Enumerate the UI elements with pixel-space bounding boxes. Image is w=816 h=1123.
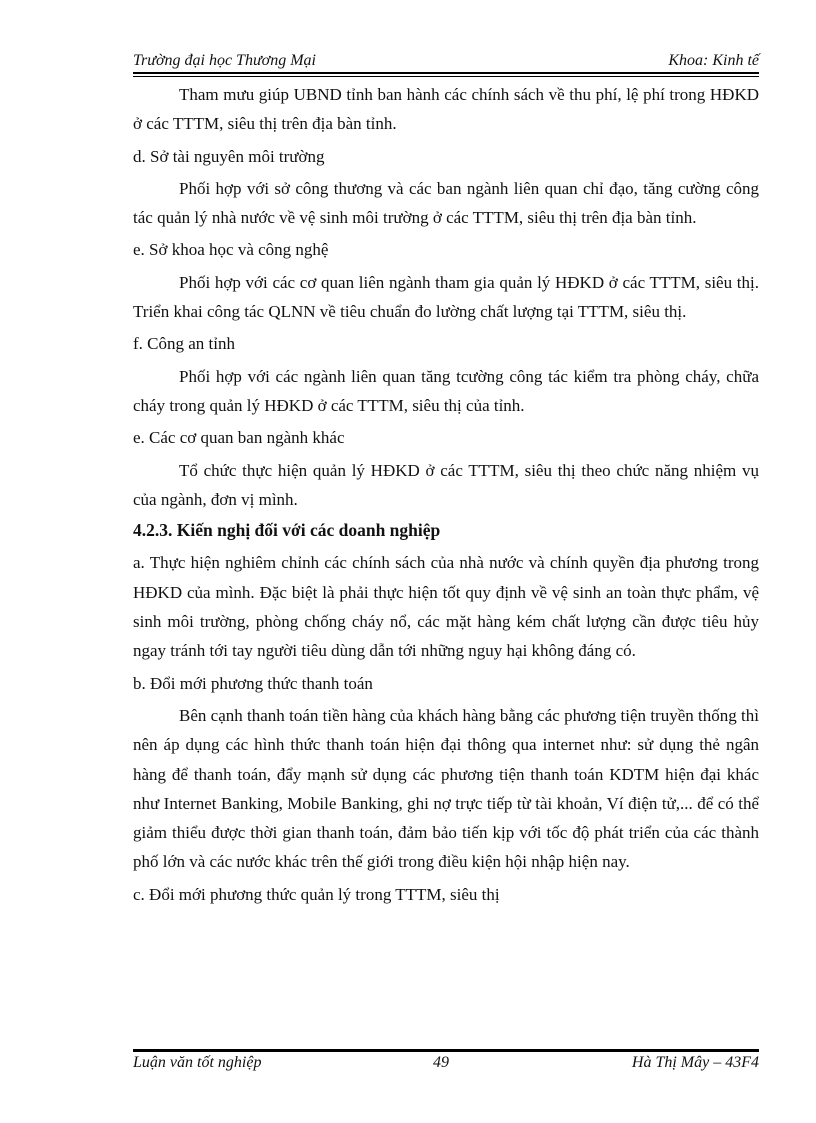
item-e2-text: Tổ chức thực hiện quản lý HĐKD ở các TTTM, siêu thị theo chức năng nhiệm vụ của ngành, đơn vị mình. [133, 460, 759, 509]
paragraph-fee-policy: Tham mưu giúp UBND tỉnh ban hành các chính sách về thu phí, lệ phí trong HĐKD ở các TTTM, siêu thị trên địa bàn tỉnh. [133, 85, 759, 134]
page-footer [133, 1054, 759, 1076]
page-header [133, 52, 759, 74]
item-b-title: b. Đổi mới phương thức thanh toán [133, 673, 373, 693]
page-number: 49 [433, 1054, 449, 1071]
footer-thesis-label: Luận văn tốt nghiệp [133, 1054, 262, 1071]
page-content [133, 80, 759, 909]
item-c-title: c. Đổi mới phương thức quản lý trong TTTM, siêu thị [133, 884, 500, 904]
header-rule [133, 72, 759, 74]
item-e2-title: e. Các cơ quan ban ngành khác [133, 428, 345, 448]
item-d-title: d. Sở tài nguyên môi trường [133, 146, 325, 166]
item-d-text: Phối hợp với sở công thương và các ban ngành liên quan chỉ đạo, tăng cường công tác quản lý nhà nước về vệ sinh môi trường ở các TTTM, siêu thị trên địa bàn tỉnh. [133, 178, 759, 228]
section-heading: 4.2.3. Kiến nghị đối với các doanh nghiệp [133, 520, 441, 541]
item-a-text: a. Thực hiện nghiêm chỉnh các chính sách của nhà nước và chính quyền địa phương trong HĐKD của mình. Đặc biệt là phải thực hiện tốt quy định về vệ sinh an toàn thực phẩm, vệ sinh môi trường, phòng chống cháy nổ, các mặt hàng kém chất lượng cần được tiêu hủy ngay tránh tới tay người tiêu dùng dẫn tới những nguy hại không đáng có. [133, 553, 759, 661]
item-e1-title: e. Sở khoa học và công nghệ [133, 240, 329, 260]
footer-author: Hà Thị Mây – 43F4 [631, 1054, 759, 1071]
item-e1-text: Phối hợp với các cơ quan liên ngành tham gia quản lý HĐKD ở các TTTM, siêu thị. Triển khai công tác QLNN về tiêu chuẩn đo lường chất lượng tại TTTM, siêu thị. [133, 272, 759, 322]
item-f-title: f. Công an tỉnh [133, 334, 235, 354]
item-b-text: Bên cạnh thanh toán tiền hàng của khách hàng bằng các phương tiện truyền thống thì nên áp dụng các hình thức thanh toán hiện đại thông qua internet như: sử dụng thẻ ngân hàng để thanh toán, đẩy mạnh sử dụng các phương tiện thanh toán KDTM hiện đại khác như Internet Banking, Mobile Banking, ghi nợ trực tiếp từ tài khoản, Ví điện tử,... để có thể giảm thiểu được thời gian thanh toán, đảm bảo tiến kịp với tốc độ phát triển của các thành phố lớn và các nước khác trên thế giới trong điều kiện hội nhập hiện nay. [133, 705, 759, 872]
header-rule-thin [133, 76, 759, 77]
item-f-text: Phối hợp với các ngành liên quan tăng tcường công tác kiểm tra phòng cháy, chữa cháy trong quản lý HĐKD ở các TTTM, siêu thị của tỉnh. [133, 366, 759, 415]
footer-rule [133, 1049, 759, 1052]
header-faculty: Khoa: Kinh tế [668, 52, 759, 69]
header-university: Trường đại học Thương Mại [133, 52, 316, 69]
